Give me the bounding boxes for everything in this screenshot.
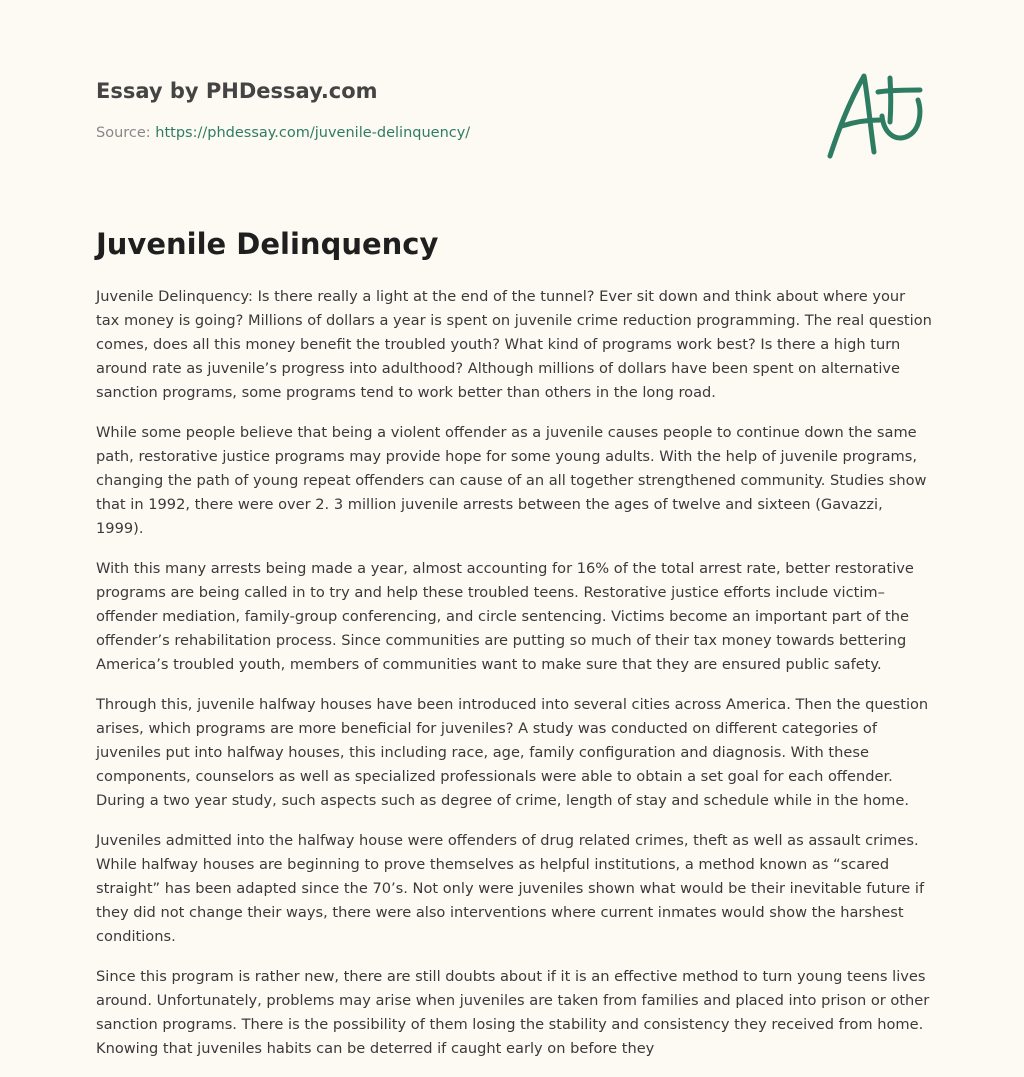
page-header — [96, 78, 936, 188]
essay-paragraph: Juvenile Delinquency: Is there really a light at the end of the tunnel? Ever sit down and think about where your tax money is going? Millions of dollars a year is spent on juvenile crime reduction programming. The real question comes, does all this money benefit the troubled youth? What kind of programs work best? Is there a high turn around rate as juvenile’s progress into adulthood? Although millions of dollars have been spent on alternative sanction programs, some programs tend to work better than others in the long road. — [96, 288, 932, 401]
a-plus-logo-icon — [824, 68, 928, 164]
source-link[interactable]: https://phdessay.com/juvenile-delinquency/ — [155, 125, 471, 141]
brand-name: Essay by PHDessay.com — [96, 79, 378, 103]
source-line — [96, 123, 470, 143]
essay-paragraph: Since this program is rather new, there are still doubts about if it is an effective method to turn young teens lives around. Unfortunately, problems may arise when juveniles are taken from families and placed into prison or other sanction programs. There is the possibility of them losing the stability and consistency they received from home. Knowing that juveniles habits can be deterred if caught early on before they — [96, 968, 930, 1057]
essay-paragraph: Through this, juvenile halfway houses have been introduced into several cities across America. Then the question arises, which programs are more beneficial for juveniles? A study was conducted on different categories of juveniles put into halfway houses, this including race, age, family configuration and diagnosis. With these components, counselors as well as specialized professionals were able to obtain a set goal for each offender. During a two year study, such aspects such as degree of crime, length of stay and schedule while in the home. — [96, 696, 929, 809]
essay-paragraph: With this many arrests being made a year, almost accounting for 16% of the total arrest rate, better restorative programs are being called in to try and help these troubled teens. Restorative justice efforts include victim–offender mediation, family-group conferencing, and circle sentencing. Victims become an important part of the offender’s rehabilitation process. Since communities are putting so much of their tax money towards bettering America’s troubled youth, members of communities want to make sure that they are ensured public safety. — [96, 560, 914, 673]
essay-title: Juvenile Delinquency — [96, 227, 439, 261]
essay-paragraph: While some people believe that being a violent offender as a juvenile causes people to continue down the same path, restorative justice programs may provide hope for some young adults. With the help of juvenile programs, changing the path of young repeat offenders can cause of an all together strengthened community. Studies show that in 1992, there were over 2. 3 million juvenile arrests between the ages of twelve and sixteen (Gavazzi, 1999). — [96, 424, 927, 537]
essay-paragraph: Juveniles admitted into the halfway house were offenders of drug related crimes, theft as well as assault crimes. While halfway houses are beginning to prove themselves as helpful institutions, a method known as “scared straight” has been adapted since the 70’s. Not only were juveniles shown what would be their inevitable future if they did not change their ways, there were also interventions where current inmates would show the harshest conditions. — [96, 832, 925, 945]
essay-body — [96, 285, 932, 1077]
source-label: Source: — [96, 125, 156, 141]
